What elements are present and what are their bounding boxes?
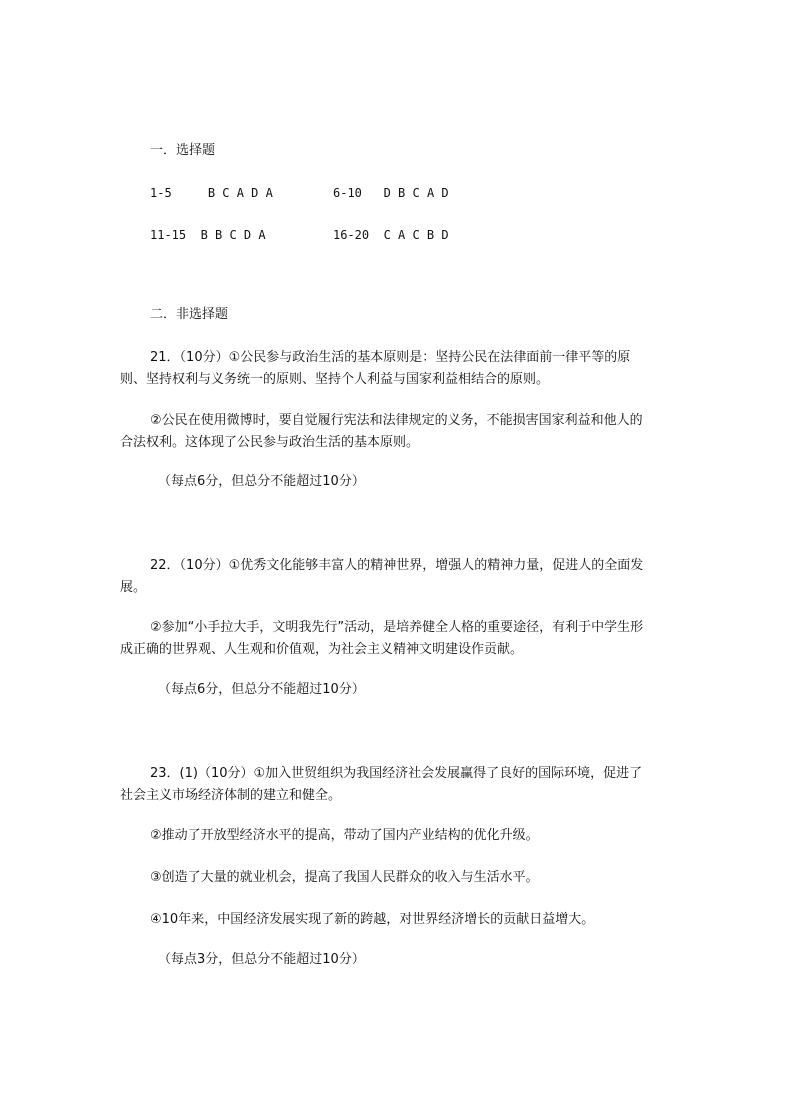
q22-answer-2: ②参加“小手拉大手，文明我先行”活动，是培养健全人格的重要途径，有利于中学生形成正确的世界观、人生观和价值观，为社会主义精神文明建设作贡献。	[120, 620, 644, 657]
answer-range: 16-20	[333, 228, 370, 242]
section1-heading: 一．选择题	[150, 143, 216, 158]
answer-row-2b	[333, 225, 449, 245]
q23-answer-4: ④10年来，中国经济发展实现了新的跨越，对世界经济增长的贡献日益增大。	[150, 912, 595, 927]
q21-scoring-note: （每点6分，但总分不能超过10分）	[158, 474, 365, 489]
q21-answer-2: ②公民在使用微博时，要自觉履行宪法和法律规定的义务，不能损害国家利益和他人的合法权利。这体现了公民参与政治生活的基本原则。	[120, 413, 643, 450]
answer-range: 11-15	[150, 228, 187, 242]
q23-answer-2: ②推动了开放型经济水平的提高，带动了国内产业结构的优化升级。	[150, 828, 539, 843]
answer-range: 6-10	[333, 186, 362, 200]
q23-answer-1: 23．(1)（10分）①加入世贸组织为我国经济社会发展赢得了良好的国际环境，促进了社会主义市场经济体制的建立和健全。	[120, 766, 643, 803]
q23-answer-3: ③创造了大量的就业机会，提高了我国人民群众的收入与生活水平。	[150, 870, 539, 885]
answer-row-2	[150, 225, 266, 245]
answer-values: B C A D A	[207, 186, 273, 200]
q22-scoring-note: （每点6分，但总分不能超过10分）	[158, 682, 365, 697]
q22-answer-1: 22．（10分）①优秀文化能够丰富人的精神世界，增强人的精神力量，促进人的全面发展。	[120, 558, 644, 595]
q21-answer-1: 21．（10分）①公民参与政治生活的基本原则是：坚持公民在法律面前一律平等的原则、坚持权利与义务统一的原则、坚持个人利益与国家利益相结合的原则。	[120, 350, 631, 387]
answer-values: D B C A D	[383, 186, 449, 200]
answer-row-1b	[333, 183, 449, 203]
answer-values: B B C D A	[200, 228, 266, 242]
answer-values: C A C B D	[383, 228, 449, 242]
q23-scoring-note: （每点3分，但总分不能超过10分）	[158, 952, 365, 967]
section2-heading: 二．非选择题	[150, 307, 229, 322]
answer-row-1	[150, 183, 273, 203]
answer-range: 1-5	[150, 186, 172, 200]
